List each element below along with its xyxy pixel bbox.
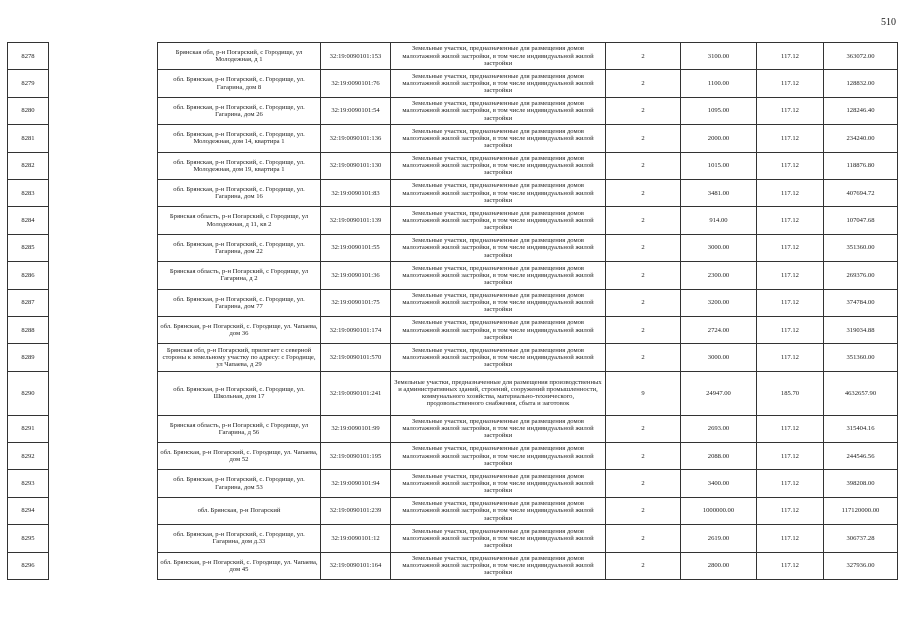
row-number-cell: 8282 <box>8 152 49 179</box>
group-cell: 2 <box>606 152 681 179</box>
table-row <box>8 125 898 152</box>
cadastral-value-cell: 374784.00 <box>824 289 898 316</box>
group-cell: 2 <box>606 125 681 152</box>
area-cell: 3000.00 <box>681 344 757 371</box>
group-cell: 2 <box>606 316 681 343</box>
spacer-cell <box>49 443 158 470</box>
land-use-cell: Земельные участки, предназначенные для размещения домов малоэтажной жилой застройки, в том числе индивидуальной жилой застройки <box>391 262 606 289</box>
cadastral-value-cell: 398208.00 <box>824 470 898 497</box>
row-number-cell: 8290 <box>8 371 49 415</box>
group-cell: 2 <box>606 525 681 552</box>
address-cell: Брянская область, р-н Погарский, с Городище, ул Молодежная, д 11, кв 2 <box>158 207 321 234</box>
cadastral-number-cell: 32:19:0090101:54 <box>321 97 391 124</box>
area-cell: 2619.00 <box>681 525 757 552</box>
area-cell: 3400.00 <box>681 470 757 497</box>
spacer-cell <box>49 152 158 179</box>
cadastral-number-cell: 32:19:0090101:239 <box>321 497 391 524</box>
group-cell: 2 <box>606 415 681 442</box>
group-cell: 2 <box>606 70 681 97</box>
land-use-cell: Земельные участки, предназначенные для размещения домов малоэтажной жилой застройки, в том числе индивидуальной жилой застройки <box>391 443 606 470</box>
land-use-cell: Земельные участки, предназначенные для размещения домов малоэтажной жилой застройки, в том числе индивидуальной жилой застройки <box>391 552 606 579</box>
row-number-cell: 8278 <box>8 43 49 70</box>
row-number-cell: 8294 <box>8 497 49 524</box>
row-number-cell: 8280 <box>8 97 49 124</box>
table-row <box>8 97 898 124</box>
rate-cell: 117.12 <box>757 97 824 124</box>
address-cell: обл. Брянская, р-н Погарский, с. Городище, ул. Гагарина, дом 26 <box>158 97 321 124</box>
rate-cell: 117.12 <box>757 289 824 316</box>
table-row <box>8 415 898 442</box>
cadastral-number-cell: 32:19:0090101:12 <box>321 525 391 552</box>
spacer-cell <box>49 207 158 234</box>
area-cell: 1100.00 <box>681 70 757 97</box>
land-use-cell: Земельные участки, предназначенные для размещения домов малоэтажной жилой застройки, в том числе индивидуальной жилой застройки <box>391 43 606 70</box>
area-cell: 3481.00 <box>681 179 757 206</box>
area-cell: 2800.00 <box>681 552 757 579</box>
land-use-cell: Земельные участки, предназначенные для размещения домов малоэтажной жилой застройки, в том числе индивидуальной жилой застройки <box>391 97 606 124</box>
group-cell: 2 <box>606 497 681 524</box>
address-cell: обл. Брянская, р-н Погарский, с. Городище, ул. Чапаева, дом 52 <box>158 443 321 470</box>
table-row <box>8 289 898 316</box>
row-number-cell: 8288 <box>8 316 49 343</box>
row-number-cell: 8287 <box>8 289 49 316</box>
rate-cell: 117.12 <box>757 43 824 70</box>
spacer-cell <box>49 43 158 70</box>
land-use-cell: Земельные участки, предназначенные для размещения домов малоэтажной жилой застройки, в том числе индивидуальной жилой застройки <box>391 70 606 97</box>
cadastral-value-cell: 306737.28 <box>824 525 898 552</box>
cadastral-number-cell: 32:19:0090101:174 <box>321 316 391 343</box>
row-number-cell: 8291 <box>8 415 49 442</box>
table-row <box>8 234 898 261</box>
rate-cell: 117.12 <box>757 316 824 343</box>
area-cell: 3100.00 <box>681 43 757 70</box>
address-cell: обл. Брянская, р-н Погарский, с. Городище, ул. Гагарина, дом 53 <box>158 470 321 497</box>
group-cell: 2 <box>606 344 681 371</box>
address-cell: обл. Брянская, р-н Погарский, с. Городище, ул. Гагарина, дом 16 <box>158 179 321 206</box>
cadastral-number-cell: 32:19:0090101:130 <box>321 152 391 179</box>
area-cell: 3000.00 <box>681 234 757 261</box>
spacer-cell <box>49 552 158 579</box>
row-number-cell: 8292 <box>8 443 49 470</box>
rate-cell: 117.12 <box>757 152 824 179</box>
area-cell: 2724.00 <box>681 316 757 343</box>
cadastral-value-cell: 118876.80 <box>824 152 898 179</box>
row-number-cell: 8295 <box>8 525 49 552</box>
cadastral-value-cell: 107047.68 <box>824 207 898 234</box>
area-cell: 1095.00 <box>681 97 757 124</box>
cadastral-value-cell: 351360.00 <box>824 344 898 371</box>
cadastral-number-cell: 32:19:0090101:164 <box>321 552 391 579</box>
land-use-cell: Земельные участки, предназначенные для размещения домов малоэтажной жилой застройки, в том числе индивидуальной жилой застройки <box>391 152 606 179</box>
rate-cell: 117.12 <box>757 525 824 552</box>
address-cell: обл. Брянская, р-н Погарский, с. Городище, ул. Гагарина, дом д.33 <box>158 525 321 552</box>
cadastral-value-cell: 407694.72 <box>824 179 898 206</box>
spacer-cell <box>49 525 158 552</box>
area-cell: 2088.00 <box>681 443 757 470</box>
cadastral-number-cell: 32:19:0090101:55 <box>321 234 391 261</box>
table-row <box>8 179 898 206</box>
land-use-cell: Земельные участки, предназначенные для размещения домов малоэтажной жилой застройки, в том числе индивидуальной жилой застройки <box>391 207 606 234</box>
rate-cell: 117.12 <box>757 207 824 234</box>
cadastral-number-cell: 32:19:0090101:136 <box>321 125 391 152</box>
group-cell: 2 <box>606 179 681 206</box>
cadastral-value-cell: 319034.88 <box>824 316 898 343</box>
group-cell: 2 <box>606 97 681 124</box>
spacer-cell <box>49 262 158 289</box>
cadastral-number-cell: 32:19:0090101:75 <box>321 289 391 316</box>
land-use-cell: Земельные участки, предназначенные для размещения домов малоэтажной жилой застройки, в том числе индивидуальной жилой застройки <box>391 179 606 206</box>
row-number-cell: 8283 <box>8 179 49 206</box>
address-cell: обл. Брянская, р-н Погарский, с. Городище, ул. Чапаева, дом 36 <box>158 316 321 343</box>
cadastral-number-cell: 32:19:0090101:36 <box>321 262 391 289</box>
address-cell: Брянская обл, р-н Погарский, прилегает с северной стороны к земельному участку по адресу: с Городище, ул Чапаева, д 29 <box>158 344 321 371</box>
cadastral-number-cell: 32:19:0090101:83 <box>321 179 391 206</box>
row-number-cell: 8296 <box>8 552 49 579</box>
area-cell: 1000000.00 <box>681 497 757 524</box>
land-use-cell: Земельные участки, предназначенные для размещения домов малоэтажной жилой застройки, в том числе индивидуальной жилой застройки <box>391 125 606 152</box>
group-cell: 2 <box>606 234 681 261</box>
spacer-cell <box>49 70 158 97</box>
address-cell: Брянская область, р-н Погарский, с Городище, ул Гагарина, д 2 <box>158 262 321 289</box>
group-cell: 2 <box>606 43 681 70</box>
cadastral-value-cell: 363072.00 <box>824 43 898 70</box>
rate-cell: 117.12 <box>757 262 824 289</box>
cadastral-value-cell: 351360.00 <box>824 234 898 261</box>
page-number: 510 <box>881 17 896 28</box>
rate-cell: 117.12 <box>757 497 824 524</box>
land-use-cell: Земельные участки, предназначенные для размещения домов малоэтажной жилой застройки, в том числе индивидуальной жилой застройки <box>391 234 606 261</box>
table-row <box>8 371 898 415</box>
spacer-cell <box>49 234 158 261</box>
cadastral-value-cell: 269376.00 <box>824 262 898 289</box>
cadastral-value-cell: 244546.56 <box>824 443 898 470</box>
row-number-cell: 8293 <box>8 470 49 497</box>
address-cell: обл. Брянская, р-н Погарский, с. Городище, ул. Школьная, дом 17 <box>158 371 321 415</box>
row-number-cell: 8279 <box>8 70 49 97</box>
address-cell: Брянская область, р-н Погарский, с Городище, ул Гагарина, д 56 <box>158 415 321 442</box>
land-use-cell: Земельные участки, предназначенные для размещения домов малоэтажной жилой застройки, в том числе индивидуальной жилой застройки <box>391 525 606 552</box>
row-number-cell: 8285 <box>8 234 49 261</box>
address-cell: обл. Брянская, р-н Погарский <box>158 497 321 524</box>
area-cell: 3200.00 <box>681 289 757 316</box>
rate-cell: 117.12 <box>757 125 824 152</box>
land-use-cell: Земельные участки, предназначенные для размещения домов малоэтажной жилой застройки, в том числе индивидуальной жилой застройки <box>391 289 606 316</box>
rate-cell: 117.12 <box>757 70 824 97</box>
rate-cell: 117.12 <box>757 179 824 206</box>
cadastral-number-cell: 32:19:0090101:241 <box>321 371 391 415</box>
rate-cell: 117.12 <box>757 234 824 261</box>
cadastral-number-cell: 32:19:0090101:76 <box>321 70 391 97</box>
cadastral-value-cell: 128832.00 <box>824 70 898 97</box>
table-row <box>8 262 898 289</box>
table-row <box>8 497 898 524</box>
spacer-cell <box>49 497 158 524</box>
spacer-cell <box>49 289 158 316</box>
land-use-cell: Земельные участки, предназначенные для размещения домов малоэтажной жилой застройки, в том числе индивидуальной жилой застройки <box>391 415 606 442</box>
spacer-cell <box>49 371 158 415</box>
group-cell: 2 <box>606 443 681 470</box>
address-cell: обл. Брянская, р-н Погарский, с. Городище, ул. Чапаева, дом 45 <box>158 552 321 579</box>
land-use-cell: Земельные участки, предназначенные для размещения домов малоэтажной жилой застройки, в том числе индивидуальной жилой застройки <box>391 470 606 497</box>
cadastral-value-cell: 128246.40 <box>824 97 898 124</box>
area-cell: 2300.00 <box>681 262 757 289</box>
cadastral-value-cell: 234240.00 <box>824 125 898 152</box>
table-row <box>8 70 898 97</box>
address-cell: обл. Брянская, р-н Погарский, с. Городище, ул. Молодежная, дом 19, квартира 1 <box>158 152 321 179</box>
group-cell: 2 <box>606 552 681 579</box>
cadastral-number-cell: 32:19:0090101:139 <box>321 207 391 234</box>
rate-cell: 185.70 <box>757 371 824 415</box>
cadastral-value-cell: 4632657.90 <box>824 371 898 415</box>
group-cell: 2 <box>606 207 681 234</box>
rate-cell: 117.12 <box>757 552 824 579</box>
cadastral-number-cell: 32:19:0090101:195 <box>321 443 391 470</box>
cadastral-value-cell: 117120000.00 <box>824 497 898 524</box>
area-cell: 1015.00 <box>681 152 757 179</box>
cadastral-number-cell: 32:19:0090101:94 <box>321 470 391 497</box>
cadastral-value-table <box>7 42 898 580</box>
group-cell: 2 <box>606 289 681 316</box>
table-row <box>8 443 898 470</box>
spacer-cell <box>49 415 158 442</box>
group-cell: 9 <box>606 371 681 415</box>
spacer-cell <box>49 344 158 371</box>
cadastral-number-cell: 32:19:0090101:153 <box>321 43 391 70</box>
spacer-cell <box>49 316 158 343</box>
row-number-cell: 8281 <box>8 125 49 152</box>
spacer-cell <box>49 470 158 497</box>
address-cell: Брянская обл, р-н Погарский, с Городище, ул Молодежная, д 1 <box>158 43 321 70</box>
cadastral-value-cell: 327936.00 <box>824 552 898 579</box>
address-cell: обл. Брянская, р-н Погарский, с. Городище, ул. Гагарина, дом 77 <box>158 289 321 316</box>
cadastral-number-cell: 32:19:0090101:99 <box>321 415 391 442</box>
land-use-cell: Земельные участки, предназначенные для размещения домов малоэтажной жилой застройки, в том числе индивидуальной жилой застройки <box>391 344 606 371</box>
address-cell: обл. Брянская, р-н Погарский, с. Городище, ул. Гагарина, дом 8 <box>158 70 321 97</box>
table-row <box>8 525 898 552</box>
table-row <box>8 552 898 579</box>
spacer-cell <box>49 97 158 124</box>
table-row <box>8 470 898 497</box>
table-row <box>8 152 898 179</box>
area-cell: 2693.00 <box>681 415 757 442</box>
land-use-cell: Земельные участки, предназначенные для размещения домов малоэтажной жилой застройки, в том числе индивидуальной жилой застройки <box>391 316 606 343</box>
rate-cell: 117.12 <box>757 344 824 371</box>
rate-cell: 117.12 <box>757 443 824 470</box>
table-row <box>8 43 898 70</box>
row-number-cell: 8286 <box>8 262 49 289</box>
area-cell: 914.00 <box>681 207 757 234</box>
table-row <box>8 344 898 371</box>
address-cell: обл. Брянская, р-н Погарский, с. Городище, ул. Гагарина, дом 22 <box>158 234 321 261</box>
land-use-cell: Земельные участки, предназначенные для размещения домов малоэтажной жилой застройки, в том числе индивидуальной жилой застройки <box>391 497 606 524</box>
row-number-cell: 8289 <box>8 344 49 371</box>
cadastral-value-cell: 315404.16 <box>824 415 898 442</box>
row-number-cell: 8284 <box>8 207 49 234</box>
address-cell: обл. Брянская, р-н Погарский, с. Городище, ул. Молодежная, дом 14, квартира 1 <box>158 125 321 152</box>
spacer-cell <box>49 125 158 152</box>
cadastral-number-cell: 32:19:0090101:570 <box>321 344 391 371</box>
area-cell: 24947.00 <box>681 371 757 415</box>
spacer-cell <box>49 179 158 206</box>
rate-cell: 117.12 <box>757 415 824 442</box>
group-cell: 2 <box>606 262 681 289</box>
table-row <box>8 207 898 234</box>
area-cell: 2000.00 <box>681 125 757 152</box>
land-use-cell: Земельные участки, предназначенные для размещения производственных и административных зданий, строений, сооружений промышленности, коммунального хозяйства, материально-технического, продовольственного снабжения, сбыта и заготовок <box>391 371 606 415</box>
rate-cell: 117.12 <box>757 470 824 497</box>
group-cell: 2 <box>606 470 681 497</box>
table-row <box>8 316 898 343</box>
